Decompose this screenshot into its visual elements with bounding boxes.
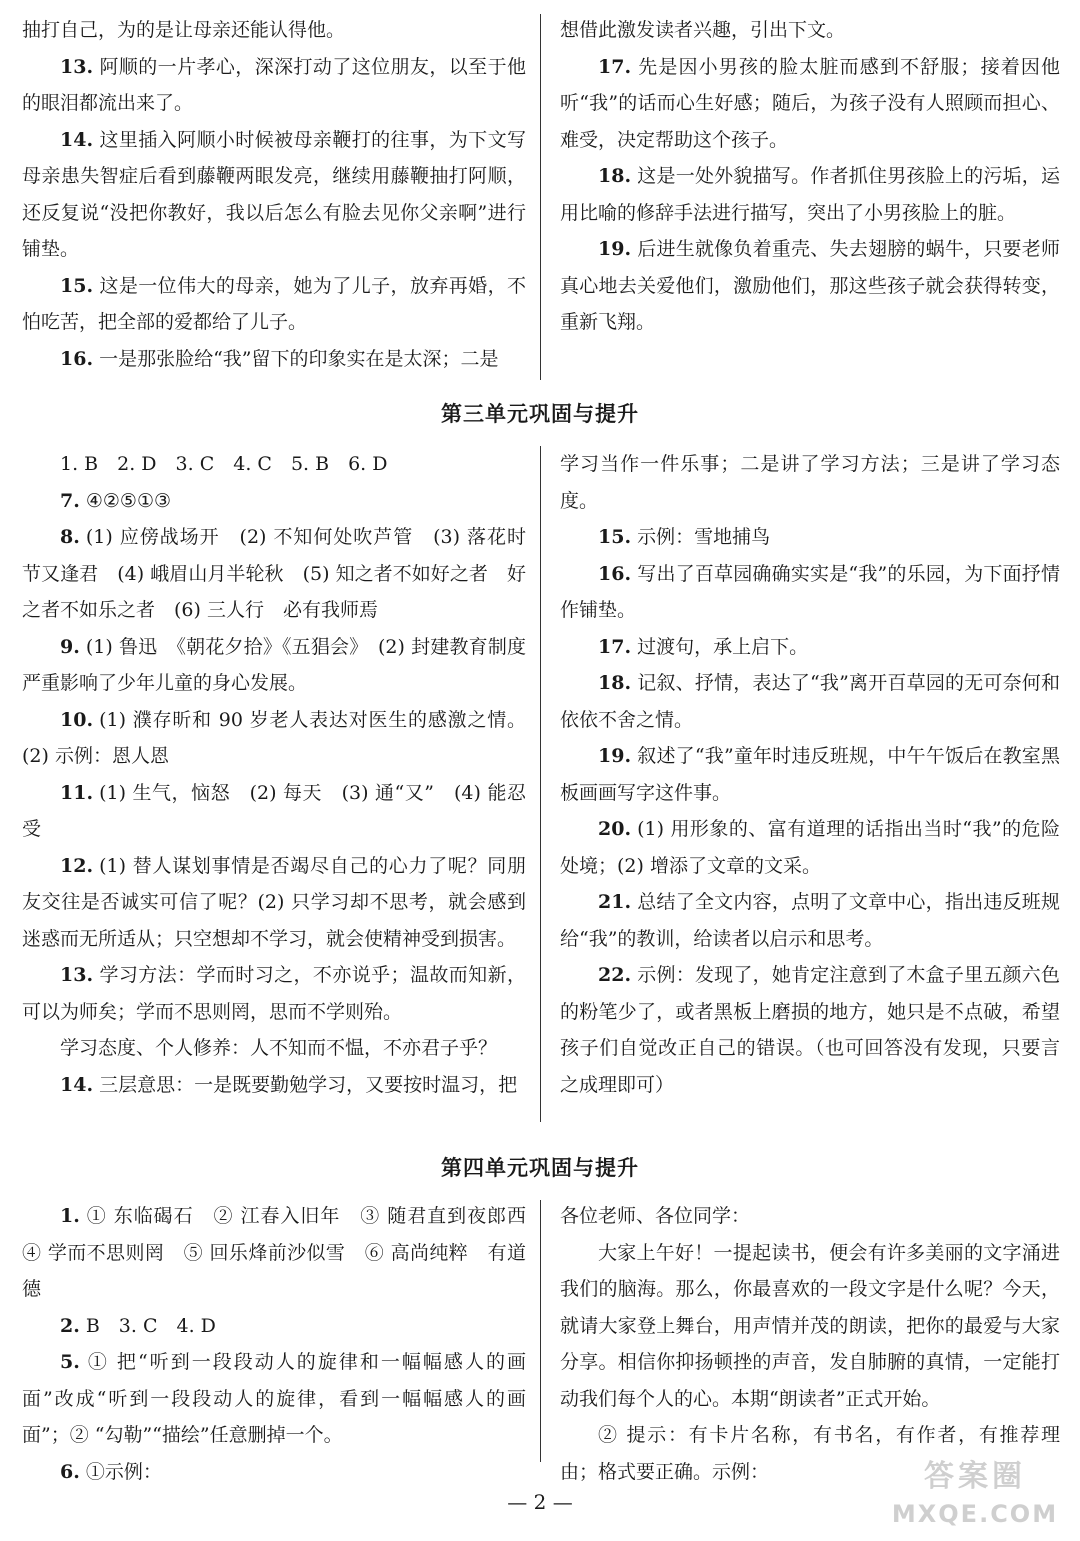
item-text: (1) 应傍战场开 (2) 不知何处吹芦管 (3) 落花时节又逢君 (4) 峨眉山月半轮秋 (5) 知之者不如好之者 好之者不如乐之者 (6) 三人行 必有我师焉 [22, 526, 526, 621]
item-text: 示例：雪地捕鸟 [637, 526, 771, 548]
answer-9 [22, 629, 526, 702]
answer-14 [22, 1067, 526, 1104]
item-number: 7. [60, 489, 80, 512]
item-number: 15. [598, 526, 632, 548]
answer-15 [22, 268, 526, 341]
item-number: 14. [60, 1073, 94, 1096]
item-text: B 3. C 4. D [85, 1314, 216, 1337]
item-text: 学习当作一件乐事；二是讲了学习方法；三是讲了学习态度。 [560, 453, 1060, 512]
answer-7 [22, 483, 526, 520]
column-divider [540, 446, 541, 1122]
page-number: — 2 — [507, 1490, 573, 1514]
answer-17 [560, 49, 1060, 159]
answer-10 [22, 702, 526, 775]
item-text: ① 东临碣石 ② 江春入旧年 ③ 随君直到夜郎西 ④ 学而不思则罔 ⑤ 回乐烽前沙似雪 ⑥ 高尚纯粹 有道德 [22, 1205, 546, 1300]
answer-2-4 [22, 1308, 526, 1345]
unit3-right-column [560, 446, 1060, 1103]
watermark-url: MXQE.COM [891, 1500, 1059, 1528]
answer-20 [560, 811, 1060, 884]
item-text: 这是一位伟大的母亲，她为了儿子，放弃再婚，不怕吃苦，把全部的爱都给了儿子。 [22, 274, 526, 333]
item-text: ① 把“听到一段段动人的旋律和一幅幅感人的画面”改成“听到一段段动人的旋律，看到一幅幅感人的画面”；② “勾勒”“描绘”任意删掉一个。 [22, 1351, 526, 1446]
item-number: 13. [60, 55, 94, 78]
item-number: 6. [60, 1460, 80, 1483]
item-number: 1. [60, 1205, 80, 1227]
answer-13 [22, 957, 526, 1030]
answer-17 [560, 629, 1060, 666]
answer-1 [22, 1198, 546, 1308]
answer-21 [560, 884, 1060, 957]
item-number: 15. [60, 274, 94, 297]
unit4-right-column [560, 1198, 1060, 1490]
item-text: ② 提示：有卡片名称，有书名，有作者，有推荐理由；格式要正确。示例： [560, 1424, 1060, 1483]
item-number: 19. [598, 745, 632, 767]
item-text: 想借此激发读者兴趣，引出下文。 [560, 19, 846, 41]
paragraph [560, 1198, 1060, 1235]
item-text: ④②⑤①③ [85, 489, 172, 512]
item-text: 三层意思：一是既要勤勉学习，又要按时温习，把 [99, 1073, 518, 1096]
answer-11 [22, 775, 526, 848]
answer-5 [22, 1344, 526, 1454]
item-text: (1) 生气，恼怒 (2) 每天 (3) 通“又” (4) 能忍受 [22, 781, 526, 840]
item-text: 一是那张脸给“我”留下的印象实在是太深；二是 [99, 347, 499, 370]
item-number: 18. [598, 672, 632, 694]
item-number: 9. [60, 635, 80, 658]
answer-8 [22, 519, 526, 629]
item-number: 5. [60, 1351, 80, 1373]
item-text: 后进生就像负着重壳、失去翅膀的蜗牛，只要老师真心地去关爱他们，激励他们，那这些孩子就会获得转变，重新飞翔。 [560, 238, 1060, 333]
item-text: 学习态度、个人修养：人不知而不愠，不亦君子乎？ [60, 1037, 498, 1059]
top-right-column [560, 12, 1060, 341]
answer-19 [560, 738, 1060, 811]
answer-18 [560, 158, 1060, 231]
answer-16 [560, 556, 1060, 629]
paragraph [560, 446, 1060, 519]
item-text: (1) 替人谋划事情是否竭尽自己的心力了呢？同朋友交往是否诚实可信了呢？(2) 只学习却不思考，就会感到迷惑而无所适从；只空想却不学习，就会使精神受到损害。 [22, 854, 526, 950]
item-text: 抽打自己，为的是让母亲还能认得他。 [22, 19, 346, 41]
item-number: 11. [60, 781, 94, 804]
item-number: 10. [60, 708, 94, 731]
column-divider [540, 1200, 541, 1462]
item-text: 阿顺的一片孝心，深深打动了这位朋友，以至于他的眼泪都流出来了。 [22, 55, 526, 114]
section-title-unit4: 第四单元巩固与提升 [441, 1156, 639, 1180]
answer-16 [22, 341, 526, 378]
item-text: (1) 濮存昕和 90 岁老人表达对医生的感激之情。(2) 示例：恩人恩 [22, 708, 526, 767]
item-number: 17. [598, 55, 632, 78]
item-text: 这是一处外貌描写。作者抓住男孩脸上的污垢，运用比喻的修辞手法进行描写，突出了小男孩脸上的脏。 [560, 165, 1060, 224]
column-divider [540, 14, 541, 380]
item-text: 这里插入阿顺小时候被母亲鞭打的往事，为下文写母亲患失智症后看到藤鞭两眼发亮，继续用藤鞭抽打阿顺，还反复说“没把你教好，我以后怎么有脸去见你父亲啊”进行铺垫。 [22, 128, 526, 260]
watermark-logo [880, 1455, 1070, 1535]
item-number: 14. [60, 128, 94, 151]
item-number: 21. [598, 891, 632, 913]
item-text: 学习方法：学而时习之，不亦说乎；温故而知新，可以为师矣；学而不思则罔，思而不学则殆。 [22, 964, 526, 1023]
answer-12 [22, 848, 526, 958]
item-number: 2. [60, 1314, 80, 1337]
item-number: 20. [598, 818, 632, 840]
item-text: 先是因小男孩的脸太脏而感到不舒服；接着因他听“我”的话而心生好感；随后，为孩子没有人照顾而担心、难受，决定帮助这个孩子。 [560, 55, 1060, 151]
top-left-column [22, 12, 526, 377]
answer-18 [560, 665, 1060, 738]
item-number: 22. [598, 964, 632, 986]
item-number: 19. [598, 238, 632, 260]
answer-13 [22, 49, 526, 122]
item-text: 总结了全文内容，点明了文章中心，指出违反班规给“我”的教训，给读者以启示和思考。 [560, 891, 1060, 950]
watermark-title: 答案圈 [924, 1459, 1026, 1494]
unit4-left-column [22, 1198, 546, 1490]
item-text: 各位老师、各位同学： [560, 1205, 751, 1227]
item-text: 记叙、抒情，表达了“我”离开百草园的无可奈何和依依不舍之情。 [560, 672, 1060, 731]
answer-14 [22, 122, 526, 268]
item-text: 1. B 2. D 3. C 4. C 5. B 6. D [60, 453, 388, 475]
item-number: 16. [598, 562, 632, 585]
item-text: 大家上午好！一提起读书，便会有许多美丽的文字涌进我们的脑海。那么，你最喜欢的一段文字是什么呢？今天，就请大家登上舞台，用声情并茂的朗读，把你的最爱与大家分享。相信你抑扬顿挫的声音，发自肺腑的真情，一定能打动我们每个人的心。本期“朗读者”正式开始。 [560, 1241, 1060, 1410]
answer-15 [560, 519, 1060, 556]
answer-1-6 [22, 446, 526, 483]
answer-6 [22, 1454, 526, 1491]
item-number: 8. [60, 526, 80, 548]
item-text: 叙述了“我”童年时违反班规，中午午饭后在教室黑板画画写字这件事。 [560, 745, 1060, 804]
answer-19 [560, 231, 1060, 341]
paragraph [560, 1235, 1060, 1418]
item-text: 写出了百草园确确实实是“我”的乐园，为下面抒情作铺垫。 [560, 562, 1060, 621]
answer-22 [560, 957, 1060, 1103]
item-text: 过渡句，承上启下。 [637, 635, 809, 658]
item-number: 13. [60, 964, 94, 986]
paragraph [22, 12, 526, 49]
item-text: (1) 鲁迅 《朝花夕拾》《五猖会》 (2) 封建教育制度严重影响了少年儿童的身心发展。 [22, 635, 526, 694]
unit3-left-column [22, 446, 526, 1103]
section-title-unit3: 第三单元巩固与提升 [441, 402, 639, 426]
item-number: 18. [598, 165, 632, 187]
item-number: 12. [60, 854, 94, 877]
item-text: ①示例： [85, 1460, 162, 1483]
item-number: 16. [60, 347, 94, 370]
item-text: (1) 用形象的、富有道理的话指出当时“我”的危险处境；(2) 增添了文章的文采。 [560, 818, 1060, 877]
paragraph [560, 12, 1060, 49]
answer-13-cont [22, 1030, 526, 1067]
item-number: 17. [598, 635, 632, 658]
item-text: 示例：发现了，她肯定注意到了木盒子里五颜六色的粉笔少了，或者黑板上磨损的地方，她只是不点破，希望孩子们自觉改正自己的错误。（也可回答没有发现，只要言之成理即可） [560, 964, 1060, 1096]
